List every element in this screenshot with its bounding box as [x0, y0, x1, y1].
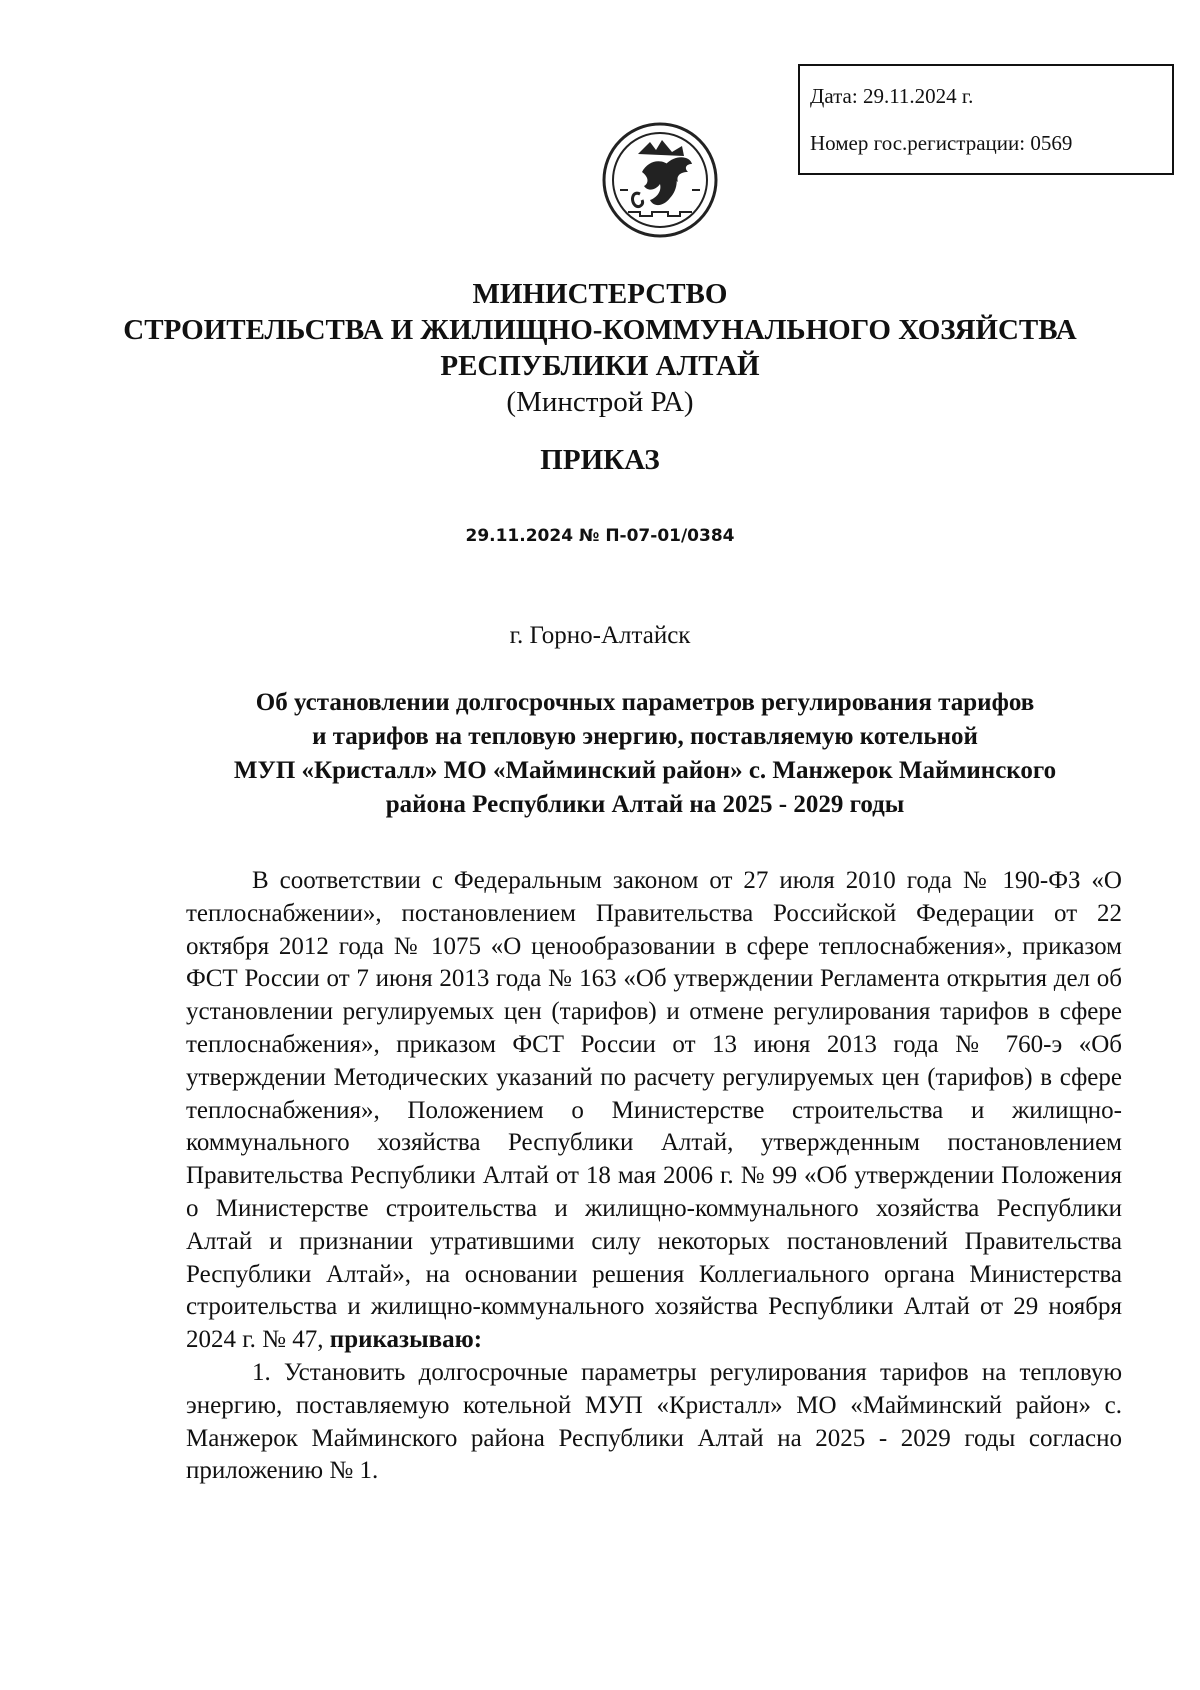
order-title: ПРИКАЗ — [540, 444, 660, 476]
order-body — [186, 865, 1122, 1488]
order-subject — [150, 686, 1140, 822]
subject-line-3: МУП «Кристалл» МО «Майминский район» с. Манжерок Майминского — [233, 757, 1057, 784]
subject-line-1: Об установлении долгосрочных параметров регулирования тарифов — [255, 689, 1035, 716]
order-item-1: 1. Установить долгосрочные параметры регулирования тарифов на тепловую энергию, поставляемую котельной МУП «Кристалл» МО «Майминский район» с. Манжерок Майминского района Республики Алтай на 2025 - 2029 годы согласно приложению № 1. — [186, 1358, 1122, 1485]
registration-date-label: Дата: — [810, 84, 858, 108]
ministry-line-2: СТРОИТЕЛЬСТВА И ЖИЛИЩНО-КОММУНАЛЬНОГО ХОЗЯЙСТВА — [123, 314, 1077, 346]
directive-word: приказываю: — [329, 1326, 483, 1354]
registration-number — [810, 131, 1072, 156]
ministry-header — [0, 276, 1200, 420]
registration-number-value: 0569 — [1030, 131, 1073, 155]
preamble-paragraph — [186, 865, 1122, 1357]
subject-line-4: района Республики Алтай на 2025 - 2029 годы — [385, 791, 905, 818]
ministry-line-3: РЕСПУБЛИКИ АЛТАЙ — [440, 350, 760, 382]
coat-of-arms-emblem — [600, 120, 720, 240]
preamble-text: В соответствии с Федеральным законом от 27 июля 2010 года № 190-ФЗ «О теплоснабжении», постановлением Правительства Российской Федерации от 22 октября 2012 года № 1075 «О ценообразовании в сфере теплоснабжения», приказом ФСТ России от 7 июня 2013 года № 163 «Об утверждении Регламента открытия дел об установлении регулируемых цен (тарифов) и отмене регулирования тарифов в сфере теплоснабжения», приказом ФСТ России от 13 июня 2013 года № 760-э «Об утверждении Методических указаний по расчету регулируемых цен (тарифов) в сфере теплоснабжения», Положением о Министерстве строительства и жилищно-коммунального хозяйства Республики Алтай, утвержденным постановлением Правительства Республики Алтай от 18 мая 2006 г. № 99 «Об утверждении Положения о Министерстве строительства и жилищно-коммунального хозяйства Республики Алтай и признании утратившими силу некоторых постановлений Правительства Республики Алтай», на основании решения Коллегиального органа Министерства строительства и жилищно-коммунального хозяйства Республики Алтай от 29 ноября 2024 г. № 47, — [186, 867, 1122, 1354]
order-city: г. Горно-Алтайск — [509, 622, 691, 649]
registration-stamp — [798, 64, 1174, 175]
order-number: 29.11.2024 № П-07-01/0384 — [465, 526, 735, 546]
ministry-line-1: МИНИСТЕРСТВО — [472, 278, 728, 310]
registration-date-value: 29.11.2024 г. — [862, 84, 974, 108]
subject-line-2: и тарифов на тепловую энергию, поставляемую котельной — [312, 723, 978, 750]
registration-date — [810, 84, 973, 109]
ministry-short-name: (Минстрой РА) — [506, 386, 694, 418]
registration-number-label: Номер гос.регистрации: — [810, 131, 1026, 155]
